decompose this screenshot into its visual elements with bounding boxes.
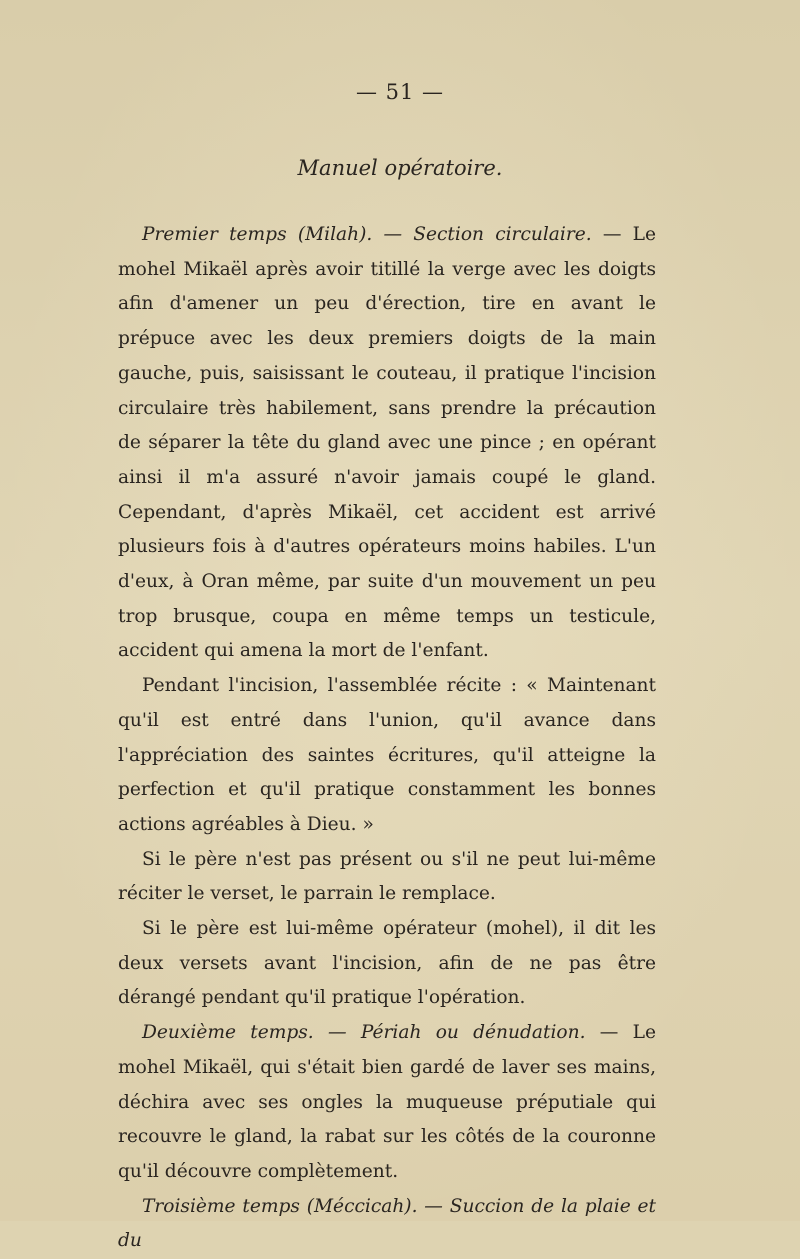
paragraph-pere-operateur [118, 912, 656, 1016]
paragraph-premier-temps [118, 218, 656, 669]
paragraph-text: Pendant l'incision, l'assemblée récite : « Maintenant qu'il est entré dans l'union, qu'il avance dans l'appréciation des saintes écritures, qu'il atteigne la perfection et qu'il pratique constamment les bonnes actions agréables à Dieu. » [118, 675, 656, 835]
paragraph-text: — Le mohel Mikaël, qui s'était bien gardé de laver ses mains, déchira avec ses ongles la muqueuse préputiale qui recouvre le gland, la rabat sur les côtés de la couronne qu'il découvre complètement. [118, 1022, 656, 1182]
paragraph-lead: Premier temps (Milah). — Section circulaire. [142, 224, 592, 245]
paragraph-text: Si le père est lui-même opérateur (mohel), il dit les deux versets avant l'incision, afin de ne pas être dérangé pendant qu'il pratique l'opération. [118, 918, 656, 1009]
paragraph-deuxieme-temps [118, 1016, 656, 1190]
page-number: — 51 — [355, 80, 445, 104]
paragraph-lead: Deuxième temps. — Périah ou dénudation. [142, 1022, 586, 1044]
paragraph-parrain [118, 843, 656, 912]
paragraph-text: — Le mohel Mikaël après avoir titillé la verge avec les doigts afin d'amener un peu d'érection, tire en avant le prépuce avec les deux premiers doigts de la main gauche, puis, saisissant le couteau, il pratique l'incision circulaire très habilement, sans prendre la précaution de séparer la tête du gland avec une pince ; en opérant ainsi il m'a assuré n'avoir jamais coupé le gland. Cependant, d'après Mikaël, cet accident est arrivé plusieurs fois à d'autres opérateurs moins habiles. L'un d'eux, à Oran même, par suite d'un mouvement un peu trop brusque, coupa en même temps un testicule, accident qui amena la mort de l'enfant. [118, 224, 656, 662]
paragraph-incision-prayer [118, 669, 656, 843]
section-title: Manuel opératoire. [297, 156, 503, 180]
paragraph-text: Si le père n'est pas présent ou s'il ne peut lui-même réciter le verset, le parrain le remplace. [118, 848, 656, 905]
paragraph-lead: Troisième temps (Méccicah). — Succion de la plaie et du [118, 1195, 656, 1252]
body-text [118, 218, 656, 1259]
paragraph-troisieme-temps [118, 1190, 656, 1259]
